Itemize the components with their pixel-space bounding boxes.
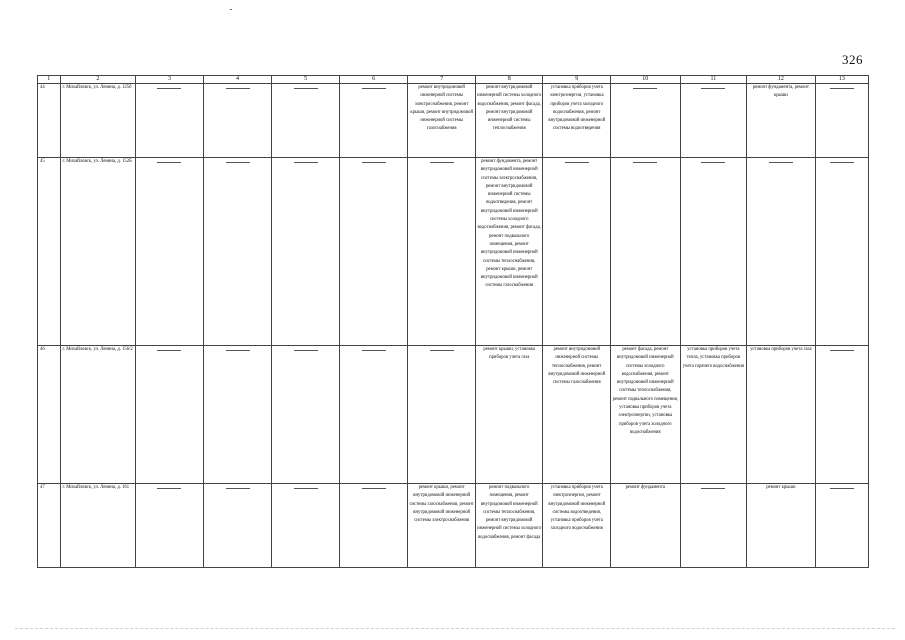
column-number-header: 5 [272,76,340,84]
dash-mark [294,350,318,351]
table-row [38,84,869,158]
address-cell: г. Михайловск, ул. Ленина, д. 156/2 [60,346,136,484]
empty-cell [680,484,747,568]
column-number-header: 7 [408,76,476,84]
dash-mark [294,162,318,163]
header-row [38,76,869,84]
column-number-header: 6 [339,76,408,84]
empty-cell [815,84,868,158]
dash-mark [157,350,181,351]
repair-schedule-table [37,75,869,568]
dash-mark [362,350,386,351]
empty-cell [339,484,408,568]
empty-cell [203,346,272,484]
works-cell: ремонт крыши [747,484,816,568]
empty-cell [272,484,340,568]
empty-cell [408,158,476,346]
dash-mark [701,162,725,163]
dash-mark [633,88,657,89]
works-cell: установка приборов учета электроэнергии, ремонт внутридомовой инженерной системы водоотведения, установка приборов учета холодного водоснабжения [543,484,611,568]
empty-cell [680,158,747,346]
column-number-header: 2 [60,76,136,84]
page-number: 326 [842,52,863,67]
dash-mark [157,162,181,163]
empty-cell [136,158,204,346]
scan-speck [230,9,232,10]
empty-cell [339,84,408,158]
empty-cell [203,484,272,568]
empty-cell [339,158,408,346]
empty-cell [747,158,816,346]
works-cell: ремонт внутридомовой инженерной системы электроснабжения, ремонт крыши, ремонт внутридомовой инженерной системы газоснабжения [408,84,476,158]
works-cell: ремонт внутридомовой инженерной системы холодного водоснабжения, ремонт фасада, ремонт внутридомовой инженерной системы теплоснабжения [475,84,543,158]
dash-mark [294,88,318,89]
table-row [38,158,869,346]
dash-mark [830,162,854,163]
column-number-header: 8 [475,76,543,84]
empty-cell [611,158,681,346]
dash-mark [633,162,657,163]
dash-mark [769,162,793,163]
dash-mark [294,488,318,489]
row-number: 47 [38,484,61,568]
address-cell: г. Михайловск, ул. Ленина, д. 152Б [60,158,136,346]
empty-cell [203,84,272,158]
column-number-header: 9 [543,76,611,84]
address-cell: г. Михайловск, ул. Ленина, д. 161 [60,484,136,568]
empty-cell [136,84,204,158]
empty-cell [815,158,868,346]
column-number-header: 3 [136,76,204,84]
empty-cell [815,484,868,568]
row-number: 46 [38,346,61,484]
dash-mark [830,88,854,89]
empty-cell [272,84,340,158]
column-number-header: 10 [611,76,681,84]
dash-mark [362,88,386,89]
dash-mark [157,88,181,89]
works-cell: установка приборов учета электроэнергии, установка приборов учета холодного водоснабжения, ремонт внутридомовой инженерной системы водоотведения [543,84,611,158]
dash-mark [430,162,454,163]
dash-mark [362,162,386,163]
dash-mark [362,488,386,489]
column-number-header: 1 [38,76,61,84]
empty-cell [680,84,747,158]
works-cell: ремонт фундамента, ремонт крыши [747,84,816,158]
empty-cell [339,346,408,484]
column-number-header: 12 [747,76,816,84]
column-number-header: 4 [203,76,272,84]
address-cell: г. Михайловск, ул. Ленина, д. 125б [60,84,136,158]
works-cell: установка приборов учета газа [747,346,816,484]
dash-mark [430,350,454,351]
row-number: 45 [38,158,61,346]
works-cell: ремонт крыши, установка приборов учета газа [475,346,543,484]
empty-cell [611,84,681,158]
works-cell: ремонт фундамента, ремонт внутридомовой инженерной системы электроснабжения, ремонт внутридомовой инженерной системы водоотведения, ремонт внутридомовой инженерной системы холодного водоснабжения, ремонт фасада, ремонт подвального помещения, ремонт внутридомовой инженерной системы теплоснабжения, ремонт крыши, ремонт внутридомовой инженерной системы газоснабжения [475,158,543,346]
dash-mark [226,88,250,89]
works-cell: ремонт крыши, ремонт внутридомовой инженерной системы газоснабжения, ремонт внутридомовой инженерной системы электроснабжения [408,484,476,568]
dash-mark [226,488,250,489]
dash-mark [226,162,250,163]
dash-mark [830,488,854,489]
empty-cell [272,158,340,346]
dash-mark [565,162,589,163]
dash-mark [157,488,181,489]
works-cell: ремонт фундамента [611,484,681,568]
dash-mark [701,488,725,489]
empty-cell [272,346,340,484]
empty-cell [408,346,476,484]
dash-mark [830,350,854,351]
column-number-header: 13 [815,76,868,84]
row-number: 44 [38,84,61,158]
dash-mark [226,350,250,351]
empty-cell [136,484,204,568]
empty-cell [543,158,611,346]
empty-cell [203,158,272,346]
works-cell: ремонт подвального помещения, ремонт внутридомовой инженерной системы теплоснабжения, ремонт внутридомовой инженерной системы холодного водоснабжения, ремонт фасада [475,484,543,568]
empty-cell [815,346,868,484]
empty-cell [136,346,204,484]
scan-noise-line [15,628,895,630]
works-cell: ремонт фасада, ремонт внутридомовой инженерной системы холодного водоснабжения, ремонт внутридомовой инженерной системы теплоснабжения, ремонт подвального помещения, установка приборов учета электроэнергии, установка приборов учета холодного водоснабжения [611,346,681,484]
dash-mark [701,88,725,89]
table-row [38,484,869,568]
works-cell: ремонт внутридомовой инженерной системы теплоснабжения, ремонт внутридомовой инженерной системы газоснабжения [543,346,611,484]
works-cell: установка приборов учета тепла, установка приборов учета горячего водоснабжения [680,346,747,484]
column-number-header: 11 [680,76,747,84]
table-row [38,346,869,484]
